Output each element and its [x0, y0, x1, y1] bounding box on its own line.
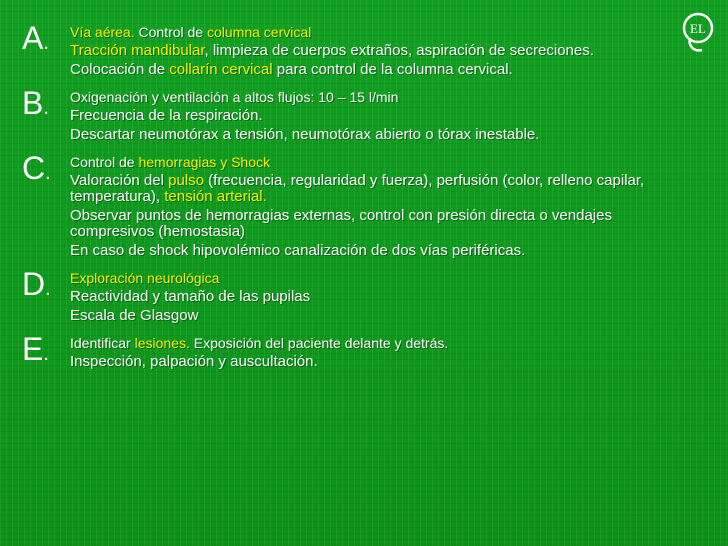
section-c-heading: Control de hemorragias y Shock [70, 154, 270, 170]
content [22, 20, 682, 373]
section-b-heading: Oxigenación y ventilación a altos flujos: 10 – 15 l/min [70, 89, 399, 105]
section-d-item: Escala de Glasgow [70, 307, 199, 324]
section-letter: C. [22, 150, 51, 186]
section-b-item: Frecuencia de la respiración. [70, 107, 263, 124]
section-d-heading: Exploración neurológica [70, 270, 220, 286]
section-a-heading: Vía aérea. Control de columna cervical [70, 24, 312, 40]
section-b-item: Descartar neumotórax a tensión, neumotórax abierto o tórax inestable. [70, 126, 540, 143]
section-c [22, 150, 682, 259]
section-d-item: Reactividad y tamaño de las pupilas [70, 288, 311, 305]
section-a-item: Tracción mandibular, limpieza de cuerpos extraños, aspiración de secreciones. [70, 42, 594, 59]
section-e [22, 331, 682, 370]
section-c-item: En caso de shock hipovolémico canalización de dos vías periféricas. [70, 242, 526, 259]
section-c-item: Observar puntos de hemorragias externas, control con presión directa o vendajes compresivos (hemostasia) [70, 207, 612, 240]
el-logo-icon [680, 8, 716, 54]
section-letter: B. [22, 85, 49, 121]
section-b [22, 85, 682, 143]
section-c-item: Valoración del pulso (frecuencia, regularidad y fuerza), perfusión (color, relleno capilar, temperatura), tensión arterial. [70, 172, 645, 205]
section-e-heading: Identificar lesiones. Exposición del paciente delante y detrás. [70, 335, 449, 351]
section-d [22, 266, 682, 324]
section-letter: E. [22, 331, 49, 367]
section-letter: A. [22, 20, 49, 56]
section-e-item: Inspección, palpación y auscultación. [70, 353, 318, 370]
section-a [22, 20, 682, 78]
section-letter: D. [22, 266, 51, 302]
logo-text: EL [690, 21, 706, 36]
section-a-item: Colocación de collarín cervical para control de la columna cervical. [70, 61, 513, 78]
